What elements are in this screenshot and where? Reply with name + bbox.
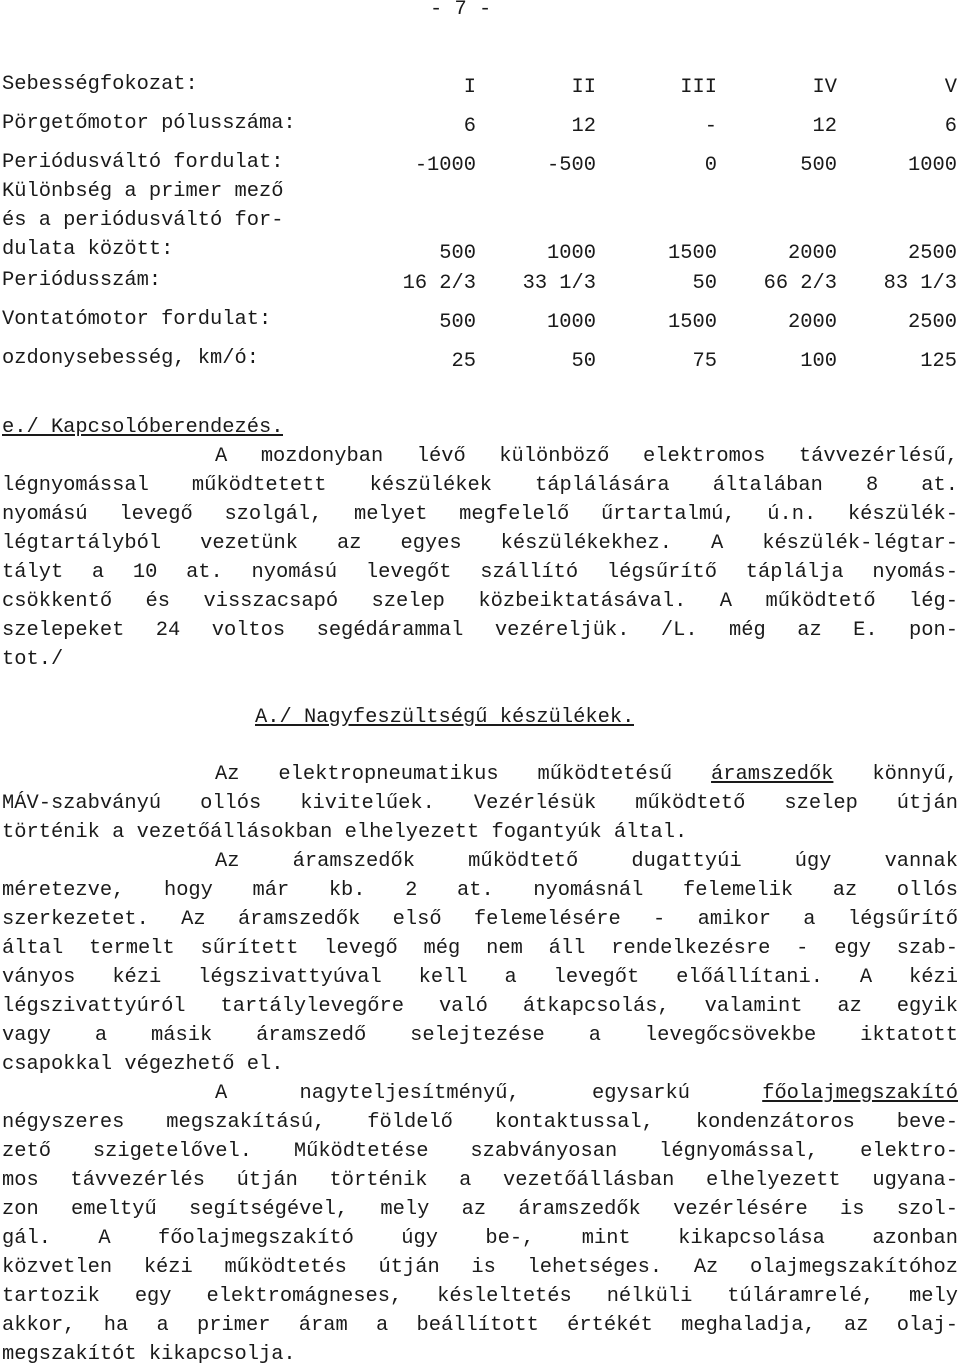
paragraph-line: tályt a 10 at. nyomású levegőt szállító légsűrítő táplálja nyomás-	[2, 561, 958, 584]
table-cell: 1500	[668, 242, 717, 265]
table-cell: 75	[692, 350, 717, 373]
paragraph-line: vagy a másik áramszedő selejtezése a levegőcsövekbe iktatott	[2, 1024, 958, 1047]
table-cell: 500	[439, 242, 476, 265]
table-cell: 16 2/3	[402, 272, 476, 295]
section-a-body	[2, 760, 958, 1369]
section-a-heading-wrap	[2, 703, 958, 742]
table-cell: 6	[944, 115, 957, 138]
table-cell: -1000	[414, 154, 476, 177]
table-cell: IV	[812, 76, 837, 99]
paragraph-line: légnyomással működtetett készülékek táplálására általában 8 at.	[2, 474, 958, 497]
table-cell: I	[463, 76, 476, 99]
table-cell: 33 1/3	[522, 272, 596, 295]
table-cell: 1000	[547, 311, 596, 334]
table-cell: 500	[439, 311, 476, 334]
table-cell: III	[680, 76, 717, 99]
table-cell: II	[571, 76, 596, 99]
table-cell: 6	[463, 115, 476, 138]
table-cell: 2000	[788, 311, 837, 334]
row-label	[2, 177, 342, 265]
text-run: Az elektropneumatikus működtetésű	[215, 763, 712, 786]
table-cell: 0	[704, 154, 717, 177]
section-heading: A./ Nagyfeszültségű készülékek.	[255, 706, 635, 729]
table-cell: 25	[451, 350, 476, 373]
row-label-line: dulata között:	[2, 238, 174, 261]
table-cell: 125	[920, 350, 957, 373]
row-label-line: Különbség a primer mező	[2, 180, 284, 203]
paragraph-line	[2, 760, 958, 789]
paragraph-line: légtartályból vezetünk az egyes készülékekhez. A készülék-légtar-	[2, 532, 958, 555]
paragraph-line: A mozdonyban lévő különböző elektromos távvezérlésű,	[215, 445, 958, 468]
paragraph-line: szelepeket 24 voltos segédárammal vezéreljük. /L. még az E. pon-	[2, 619, 958, 642]
row-label: ozdonysebesség, km/ó:	[2, 346, 259, 370]
paragraph-line: ványos kézi légszivattyúval kell a levegőt előállítani. A kézi	[2, 966, 958, 989]
paragraph-line: méretezve, hogy már kb. 2 at. nyomásnál felemelik az ollós	[2, 879, 958, 902]
paragraph-line	[2, 1079, 958, 1108]
table-row	[2, 60, 957, 99]
text-run: könnyű,	[833, 763, 958, 786]
paragraph-line: megszakítót kikapcsolja.	[2, 1343, 296, 1366]
table-row	[2, 295, 957, 334]
table-cell: 1500	[668, 311, 717, 334]
paragraph-line: csapokkal végezhető el.	[2, 1053, 284, 1076]
table-cell: 12	[571, 115, 596, 138]
table-cell: 1000	[547, 242, 596, 265]
term-underlined: főolajmegszakító	[762, 1082, 958, 1105]
table-cell: 2500	[908, 311, 957, 334]
table-cell: 12	[812, 115, 837, 138]
table-cell: 83 1/3	[883, 272, 957, 295]
table-row	[2, 334, 957, 373]
table-row	[2, 177, 957, 265]
text-run: A nagyteljesítményű, egysarkú	[215, 1082, 763, 1105]
row-label: Vontatómotor fordulat:	[2, 307, 272, 331]
table-row	[2, 265, 957, 295]
table-cell: 50	[692, 272, 717, 295]
paragraph-line: csökkentő és visszacsapó szelep közbeiktatásával. A működtető lég-	[2, 590, 958, 613]
table-row	[2, 99, 957, 138]
section-e-body	[2, 442, 958, 674]
paragraph-line: mos távvezérlés útján történik a vezetőállásban elhelyezett ugyana-	[2, 1169, 958, 1192]
table-cell: 50	[571, 350, 596, 373]
paragraph-line: zon emeltyű segítségével, mely az áramszedők vezérlésére is szol-	[2, 1198, 958, 1221]
table-cell: 66 2/3	[763, 272, 837, 295]
table-cell: 500	[800, 154, 837, 177]
paragraph-line: zető szigetelővel. Működtetése szabványosan légnyomással, elektro-	[2, 1140, 958, 1163]
paragraph-line: tartozik egy elektromágneses, késleltetés nélküli túláramrelé, mely	[2, 1285, 958, 1308]
row-label-line: és a periódusváltó for-	[2, 209, 284, 232]
table-cell: -	[704, 115, 717, 138]
speed-stage-table	[2, 60, 957, 373]
paragraph-line: légszivattyúról tartálylevegőre való átkapcsolás, valamint az egyik	[2, 995, 958, 1018]
row-label: Periódusszám:	[2, 268, 162, 292]
page-number: - 7 -	[430, 0, 492, 21]
table-cell: -500	[547, 154, 596, 177]
section-heading: e./ Kapcsolóberendezés.	[2, 416, 284, 439]
table-cell: V	[944, 76, 957, 99]
table-cell: 2500	[908, 242, 957, 265]
row-label: Sebességfokozat:	[2, 72, 198, 96]
paragraph-line: szerkezetet. Az áramszedők első felemelésére - amikor a légsűrítő	[2, 908, 958, 931]
table-cell: 2000	[788, 242, 837, 265]
paragraph-line: közvetlen kézi működtetés útján is lehetséges. Az olajmegszakítóhoz	[2, 1256, 958, 1279]
row-label: Pörgetőmotor pólusszáma:	[2, 111, 296, 135]
table-cell: 100	[800, 350, 837, 373]
paragraph-line: tot./	[2, 648, 64, 671]
paragraph-line: négyszeres megszakítású, földelő kontaktussal, kondenzátoros beve-	[2, 1111, 958, 1134]
paragraph-line: nyomású levegő szolgál, melyet megfelelő űrtartalmú, ú.n. készülék-	[2, 503, 958, 526]
table-row	[2, 138, 957, 177]
paragraph-line: által termelt sűrített levegő még nem áll rendelkezésre - egy szab-	[2, 937, 958, 960]
paragraph-line: MÁV-szabványú ollós kivitelűek. Vezérlésük működtető szelep útján	[2, 792, 958, 815]
term-underlined: áramszedők	[711, 763, 834, 786]
table-cell: 1000	[908, 154, 957, 177]
paragraph-line: történik a vezetőállásokban elhelyezett fogantyúk által.	[2, 821, 688, 844]
paragraph-line: gál. A főolajmegszakító úgy be-, mint kikapcsolása azonban	[2, 1227, 958, 1250]
paragraph-line: Az áramszedők működtető dugattyúi úgy vannak	[215, 850, 958, 873]
paragraph-line: akkor, ha a primer áram a beállított értékét meghaladja, az olaj-	[2, 1314, 958, 1337]
row-label: Periódusváltó fordulat:	[2, 150, 284, 174]
